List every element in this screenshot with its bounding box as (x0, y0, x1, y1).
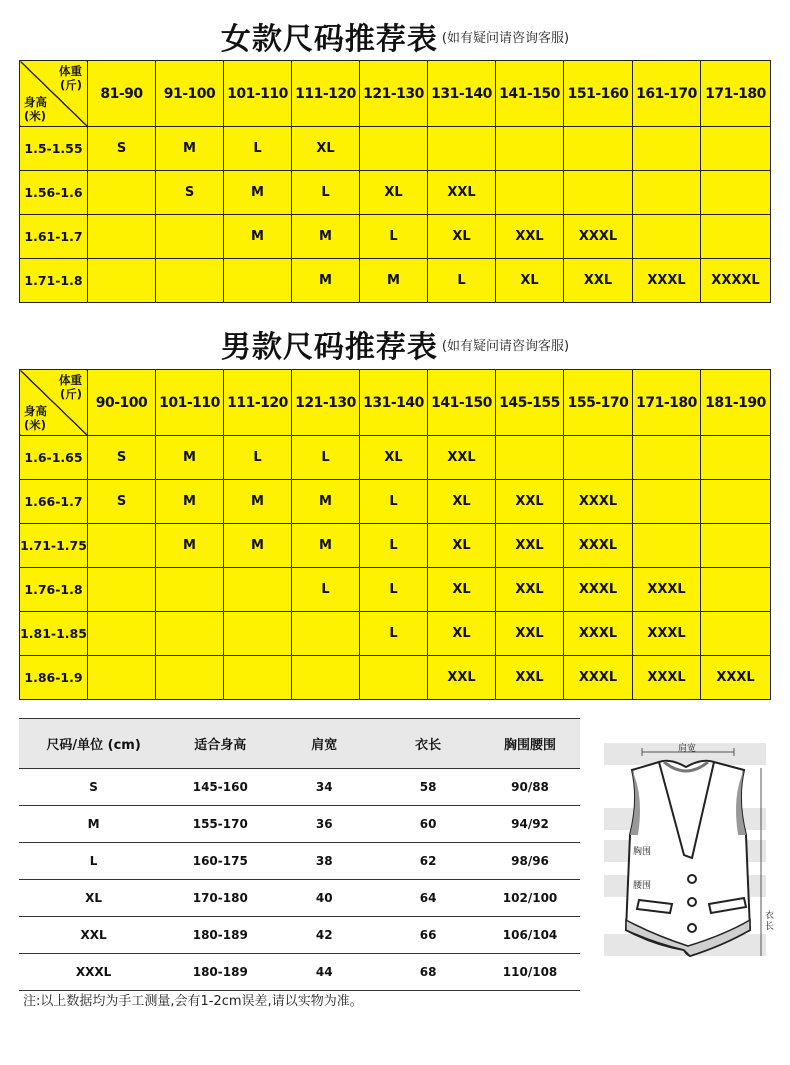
men-size-cell (292, 656, 360, 700)
men-size-cell: M (224, 480, 292, 524)
men-title: 男款尺码推荐表 (220, 330, 438, 365)
men-corner-height-label (24, 404, 47, 432)
women-size-cell: XXXXL (701, 259, 771, 303)
spec-cell: 64 (376, 880, 480, 917)
men-size-cell (88, 568, 156, 612)
spec-cell: 38 (272, 843, 376, 880)
men-table-row (20, 436, 771, 480)
men-weight-header: 155-170 (564, 370, 633, 436)
spec-cell: 44 (272, 954, 376, 991)
men-weight-header: 141-150 (428, 370, 496, 436)
women-size-cell: XXL (564, 259, 633, 303)
men-size-cell: XXXL (633, 656, 701, 700)
women-size-cell (360, 127, 428, 171)
men-size-cell: XXL (496, 480, 564, 524)
spec-cell: XL (19, 880, 168, 917)
men-size-cell: S (88, 480, 156, 524)
men-weight-header: 131-140 (360, 370, 428, 436)
men-size-cell (701, 612, 771, 656)
vest-diagram (604, 740, 775, 962)
men-size-cell: L (360, 612, 428, 656)
women-size-cell (633, 127, 701, 171)
men-weight-header: 101-110 (156, 370, 224, 436)
women-table-row (20, 259, 771, 303)
men-weight-header: 181-190 (701, 370, 771, 436)
men-size-cell (633, 524, 701, 568)
women-size-cell (88, 259, 156, 303)
men-size-cell (701, 436, 771, 480)
women-size-cell: L (292, 171, 360, 215)
men-corner-cell (20, 370, 88, 436)
men-size-cell (633, 480, 701, 524)
spec-cell: 145-160 (168, 769, 272, 806)
women-size-cell: M (156, 127, 224, 171)
men-table-row (20, 612, 771, 656)
spec-cell: 58 (376, 769, 480, 806)
women-size-cell: M (292, 215, 360, 259)
women-weight-header: 151-160 (564, 61, 633, 127)
men-size-cell: M (156, 524, 224, 568)
women-size-cell: L (224, 127, 292, 171)
men-size-cell (701, 568, 771, 612)
women-size-cell (701, 127, 771, 171)
women-size-cell (633, 215, 701, 259)
spec-cell: 90/88 (480, 769, 580, 806)
men-size-cell: XXL (496, 524, 564, 568)
men-height-header: 1.81-1.85 (20, 612, 88, 656)
men-corner-weight-text: (斤) (59, 387, 82, 401)
men-height-header: 1.86-1.9 (20, 656, 88, 700)
women-size-cell: M (360, 259, 428, 303)
men-height-header: 1.6-1.65 (20, 436, 88, 480)
men-size-cell: M (156, 436, 224, 480)
men-weight-header: 171-180 (633, 370, 701, 436)
spec-cell: 106/104 (480, 917, 580, 954)
women-title-row (0, 14, 790, 58)
spec-cell: 68 (376, 954, 480, 991)
vest-illustration (604, 740, 768, 962)
vest-length-label-1: 衣 (765, 911, 775, 921)
vest-shoulder-label: 肩宽 (678, 744, 697, 754)
women-height-header: 1.56-1.6 (20, 171, 88, 215)
women-weight-header: 161-170 (633, 61, 701, 127)
men-size-cell: XXL (496, 656, 564, 700)
women-corner-cell (20, 61, 88, 127)
men-size-cell (701, 524, 771, 568)
women-size-cell: M (224, 171, 292, 215)
women-size-cell (701, 171, 771, 215)
men-size-cell: XXXL (701, 656, 771, 700)
spec-cell: 180-189 (168, 954, 272, 991)
women-size-cell: S (156, 171, 224, 215)
spec-cell: M (19, 806, 168, 843)
men-size-cell: L (224, 436, 292, 480)
women-size-cell (564, 171, 633, 215)
men-weight-header: 145-155 (496, 370, 564, 436)
spec-table (19, 718, 580, 991)
spec-table-row (19, 806, 580, 843)
spec-cell: 160-175 (168, 843, 272, 880)
men-size-cell (88, 656, 156, 700)
women-size-cell: XXL (496, 215, 564, 259)
women-corner-height-text: (米) (24, 109, 47, 123)
women-size-cell (633, 171, 701, 215)
spec-column-header: 尺码/单位 (cm) (19, 719, 168, 769)
men-size-cell: XL (428, 524, 496, 568)
men-size-cell: XXXL (564, 656, 633, 700)
women-size-cell: M (292, 259, 360, 303)
men-height-header: 1.71-1.75 (20, 524, 88, 568)
men-size-cell (88, 524, 156, 568)
men-size-table (19, 369, 771, 700)
women-size-cell: L (428, 259, 496, 303)
women-title: 女款尺码推荐表 (220, 22, 438, 57)
spec-cell: 66 (376, 917, 480, 954)
men-size-cell: XXL (428, 436, 496, 480)
men-size-cell (156, 612, 224, 656)
men-weight-header: 121-130 (292, 370, 360, 436)
men-size-cell: M (292, 524, 360, 568)
spec-header-row (19, 719, 580, 769)
men-size-cell: L (360, 568, 428, 612)
men-size-cell: S (88, 436, 156, 480)
women-table-row (20, 171, 771, 215)
women-size-cell: XXXL (564, 215, 633, 259)
women-table-row (20, 215, 771, 259)
women-weight-header: 141-150 (496, 61, 564, 127)
women-weight-header: 171-180 (701, 61, 771, 127)
women-weight-header: 131-140 (428, 61, 496, 127)
women-table-row (20, 127, 771, 171)
men-size-cell (633, 436, 701, 480)
men-subtitle: (如有疑问请咨询客服) (441, 338, 570, 354)
spec-cell: 98/96 (480, 843, 580, 880)
spec-cell: 34 (272, 769, 376, 806)
men-size-cell (564, 436, 633, 480)
women-size-table (19, 60, 771, 303)
men-size-cell: XXXL (633, 612, 701, 656)
spec-cell: 40 (272, 880, 376, 917)
women-corner-weight-text: 体重 (59, 64, 82, 78)
men-size-cell (496, 436, 564, 480)
men-corner-weight-text: 体重 (59, 373, 82, 387)
spec-table-row (19, 917, 580, 954)
spec-cell: 62 (376, 843, 480, 880)
women-corner-weight-label (59, 64, 82, 92)
men-size-cell: XL (428, 612, 496, 656)
spec-cell: 42 (272, 917, 376, 954)
women-weight-header: 121-130 (360, 61, 428, 127)
spec-cell: 170-180 (168, 880, 272, 917)
men-table-row (20, 568, 771, 612)
women-size-cell: L (360, 215, 428, 259)
spec-cell: 155-170 (168, 806, 272, 843)
men-size-cell: XXXL (564, 612, 633, 656)
men-size-cell: XXXL (564, 524, 633, 568)
men-size-cell (156, 656, 224, 700)
women-height-header: 1.5-1.55 (20, 127, 88, 171)
women-corner-weight-text: (斤) (59, 78, 82, 92)
men-height-header: 1.66-1.7 (20, 480, 88, 524)
spec-cell: 94/92 (480, 806, 580, 843)
men-corner-height-text: (米) (24, 418, 47, 432)
men-title-row (0, 322, 790, 366)
men-size-cell: L (292, 436, 360, 480)
women-weight-header: 101-110 (224, 61, 292, 127)
women-weight-header: 81-90 (88, 61, 156, 127)
men-size-cell (224, 656, 292, 700)
men-size-cell: M (156, 480, 224, 524)
vest-waist-label: 腰围 (633, 881, 652, 891)
men-size-cell: M (224, 524, 292, 568)
women-corner-height-text: 身高 (24, 95, 47, 109)
spec-cell: 110/108 (480, 954, 580, 991)
women-size-cell (156, 215, 224, 259)
women-size-cell: M (224, 215, 292, 259)
men-size-cell (292, 612, 360, 656)
men-size-cell: XXL (496, 568, 564, 612)
women-size-cell: XL (360, 171, 428, 215)
spec-column-header: 胸围腰围 (480, 719, 580, 769)
men-size-cell: XL (428, 568, 496, 612)
spec-column-header: 肩宽 (272, 719, 376, 769)
men-table-row (20, 480, 771, 524)
spec-cell: 180-189 (168, 917, 272, 954)
women-header-row (20, 61, 771, 127)
spec-cell: 60 (376, 806, 480, 843)
spec-table-row (19, 954, 580, 991)
footnote: 注:以上数据均为手工测量,会有1-2cm误差,请以实物为准。 (23, 994, 363, 1009)
men-size-cell: M (292, 480, 360, 524)
men-size-cell: XL (428, 480, 496, 524)
spec-cell: 102/100 (480, 880, 580, 917)
women-size-cell (88, 171, 156, 215)
men-corner-height-text: 身高 (24, 404, 47, 418)
women-size-cell (496, 127, 564, 171)
men-size-cell: XXL (428, 656, 496, 700)
women-subtitle: (如有疑问请咨询客服) (441, 30, 570, 46)
women-size-cell (224, 259, 292, 303)
men-size-cell: L (292, 568, 360, 612)
women-weight-header: 111-120 (292, 61, 360, 127)
men-size-cell: XXXL (633, 568, 701, 612)
spec-cell: XXL (19, 917, 168, 954)
women-size-cell (88, 215, 156, 259)
men-header-row (20, 370, 771, 436)
men-size-cell (360, 656, 428, 700)
men-size-cell: XXXL (564, 568, 633, 612)
men-table-row (20, 524, 771, 568)
men-size-cell: XXL (496, 612, 564, 656)
men-height-header: 1.76-1.8 (20, 568, 88, 612)
men-size-cell: L (360, 524, 428, 568)
women-size-cell: XL (428, 215, 496, 259)
men-corner-weight-label (59, 373, 82, 401)
women-size-cell (156, 259, 224, 303)
men-size-cell: XL (360, 436, 428, 480)
women-size-cell: S (88, 127, 156, 171)
men-size-cell (88, 612, 156, 656)
men-size-cell: XXXL (564, 480, 633, 524)
women-size-cell (496, 171, 564, 215)
women-size-cell (701, 215, 771, 259)
vest-chest-label: 胸围 (633, 847, 652, 857)
men-size-cell (224, 612, 292, 656)
women-size-cell: XL (292, 127, 360, 171)
vest-length-label-2: 长 (765, 922, 775, 932)
women-size-cell (564, 127, 633, 171)
spec-column-header: 适合身高 (168, 719, 272, 769)
spec-table-row (19, 843, 580, 880)
women-height-header: 1.71-1.8 (20, 259, 88, 303)
men-size-cell (156, 568, 224, 612)
men-weight-header: 111-120 (224, 370, 292, 436)
women-size-cell: XL (496, 259, 564, 303)
women-weight-header: 91-100 (156, 61, 224, 127)
spec-table-row (19, 880, 580, 917)
spec-cell: XXXL (19, 954, 168, 991)
spec-table-row (19, 769, 580, 806)
men-size-cell (224, 568, 292, 612)
spec-column-header: 衣长 (376, 719, 480, 769)
women-size-cell (428, 127, 496, 171)
men-size-cell (701, 480, 771, 524)
men-size-cell: L (360, 480, 428, 524)
women-corner-height-label (24, 95, 47, 123)
women-size-cell: XXXL (633, 259, 701, 303)
women-size-cell: XXL (428, 171, 496, 215)
men-weight-header: 90-100 (88, 370, 156, 436)
men-table-row (20, 656, 771, 700)
spec-cell: S (19, 769, 168, 806)
spec-cell: L (19, 843, 168, 880)
spec-cell: 36 (272, 806, 376, 843)
women-height-header: 1.61-1.7 (20, 215, 88, 259)
